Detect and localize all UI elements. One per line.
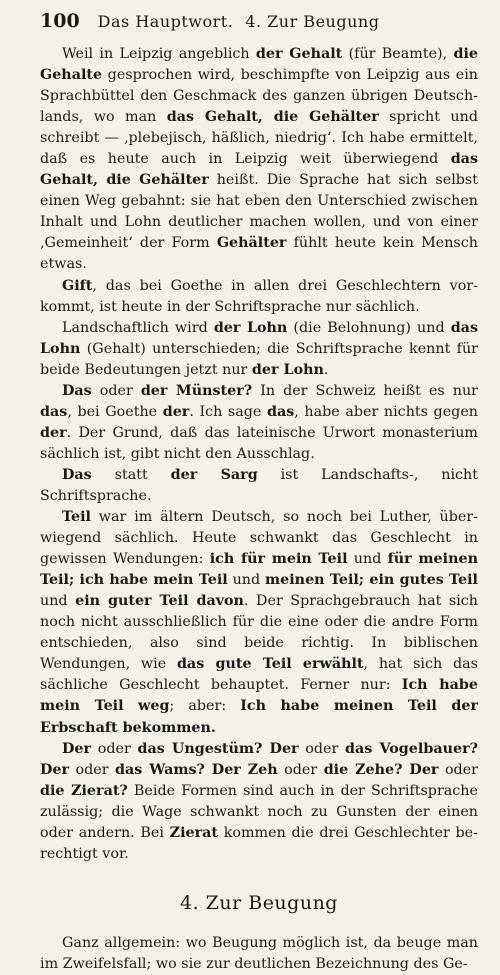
text-run: Landschaftlich wird [62, 319, 214, 336]
text-run: oder [69, 761, 116, 778]
text-run: , hat sich das sächliche Geschlecht behauptet. Ferner nur: [40, 656, 478, 694]
emphasized-term: das Ungestüm? Der [137, 740, 299, 757]
emphasized-term: für meinen Teil; ich habe mein Teil [40, 551, 478, 589]
section-heading: 4. Zur Beugung [180, 891, 338, 914]
text-run: statt [91, 466, 171, 483]
emphasized-term: Zierat [169, 824, 219, 841]
text-run: , bei Goethe [67, 403, 163, 420]
emphasized-term: das Gehalt, die Gehälter [40, 151, 478, 189]
emphasized-term: Gehälter [216, 235, 287, 252]
emphasized-term: das [266, 403, 295, 420]
text-run: und [40, 593, 76, 610]
text-run: (die Belohnung) und [287, 319, 451, 336]
text-run: ; aber: [169, 698, 241, 715]
emphasized-term: das Gehalt, die Gehälter [166, 109, 379, 126]
emphasized-term: das Wams? Der Zeh [115, 761, 278, 778]
text-run: oder [438, 761, 478, 778]
text-run: ist Landschafts-, nicht Schriftsprache. [40, 466, 478, 504]
emphasized-term: die Zierat? [40, 782, 128, 799]
emphasized-term: das [40, 403, 68, 420]
emphasized-term: der [162, 403, 190, 420]
text-run: oder [91, 740, 138, 757]
text-run: (für Beamte), [342, 46, 454, 62]
emphasized-term: meinen Teil; ein gutes Teil [265, 572, 478, 589]
emphasized-term: Der [62, 740, 92, 757]
paragraph-lohn [40, 318, 478, 381]
text-run: spricht und schreibt — ‚plebejisch, häßlich, niedrig‘. Ich habe ermittelt, daß es heute auch in Leipzig weit überwiegend [40, 109, 478, 168]
emphasized-term: der Lohn [251, 361, 324, 378]
text-run: , habe aber nichts gegen [294, 403, 478, 420]
emphasized-term: der [40, 424, 67, 441]
text-run: oder [298, 740, 346, 757]
emphasized-term: Ich habe mein Teil weg [40, 677, 478, 715]
running-section: 4. Zur Beugung [245, 12, 380, 31]
text-run: . Der Sprachgebrauch hat sich noch nicht ausschließlich für die eine oder die andre Form entschieden, also sind beide richtig. In biblischen Wendungen, wie [40, 593, 478, 673]
emphasized-term: das Lohn [40, 319, 478, 357]
body-text [40, 44, 478, 865]
text-run: In der Schweiz heißt es nur [252, 382, 478, 399]
paragraph-gift [40, 276, 478, 318]
text-run: . Ich sage [189, 403, 267, 420]
section-paragraph: Ganz allgemein: wo Beugung möglich ist, da beuge man im Zweifelsfall; wo sie zur deutlichen Bezeichnung des Ge- [40, 934, 478, 972]
page-number: 100 [40, 10, 80, 32]
paragraph-muenster [40, 381, 478, 465]
emphasized-term: die Gehalte [40, 46, 479, 84]
emphasized-term: Ich habe meinen Teil der Erbschaft bekommen. [40, 698, 478, 736]
emphasized-term: Teil [62, 509, 91, 526]
emphasized-term: Gift [62, 277, 93, 294]
text-run: und [227, 572, 266, 589]
text-run: heißt. Die Sprache hat sich selbst einen Weg gebahnt: sie hat eben den Unterschied zwischen Inhalt und Lohn deutlicher machen wollen, und von einer ‚Gemeinheit‘ der Form [40, 172, 478, 252]
page-header [40, 10, 478, 32]
paragraph-sarg [40, 465, 478, 507]
text-run: fühlt heute kein Mensch etwas. [40, 235, 478, 273]
emphasized-term: Das [62, 382, 92, 399]
text-run: (Gehalt) unterschieden; die Schriftsprache kennt für beide Bedeutungen jetzt nur [40, 340, 478, 378]
emphasized-term: ich für mein Teil [209, 551, 348, 568]
text-run: oder [277, 761, 324, 778]
emphasized-term: der Lohn [213, 319, 288, 336]
paragraph-teil [40, 507, 478, 739]
emphasized-term: das Vogelbauer? Der [40, 740, 478, 778]
paragraph-ungestuem [40, 739, 478, 865]
running-title: Das Hauptwort. [97, 12, 234, 31]
text-run: Beide Formen sind auch in der Schriftsprache zulässig; die Wage schwankt noch zu Gunsten der einen oder andern. Bei [40, 782, 478, 841]
text-run: . [323, 361, 329, 378]
emphasized-term: der Münster? [140, 382, 253, 399]
emphasized-term: der Gehalt [255, 46, 343, 62]
emphasized-term: die Zehe? Der [323, 761, 439, 778]
text-run: , das bei Goethe in allen drei Geschlechtern vorkommt, ist heute in der Schriftsprache nur sächlich. [40, 277, 478, 315]
text-run: . Der Grund, daß das lateinische Urwort monasterium sächlich ist, gibt nicht den Ausschlag. [40, 424, 478, 462]
text-run: Weil in Leipzig angeblich [62, 46, 256, 62]
emphasized-term: das gute Teil erwählt [176, 656, 364, 673]
emphasized-term: der Sarg [170, 466, 258, 483]
text-run: kommen die drei Geschlechter berechtigt vor. [40, 824, 478, 862]
text-run: und [347, 551, 388, 568]
text-run: war im ältern Deutsch, so noch bei Luther, überwiegend sächlich. Heute schwankt das Geschlecht in gewissen Wendungen: [40, 509, 478, 568]
text-run: gesprochen wird, beschimpfte von Leipzig aus ein Sprachbüttel den Geschmack des ganzen übrigen Deutschlands, wo man [40, 67, 478, 126]
text-run: oder [91, 382, 141, 399]
paragraph-gehalt [40, 44, 478, 276]
emphasized-term: Das [62, 466, 92, 483]
emphasized-term: ein guter Teil davon [75, 593, 244, 610]
